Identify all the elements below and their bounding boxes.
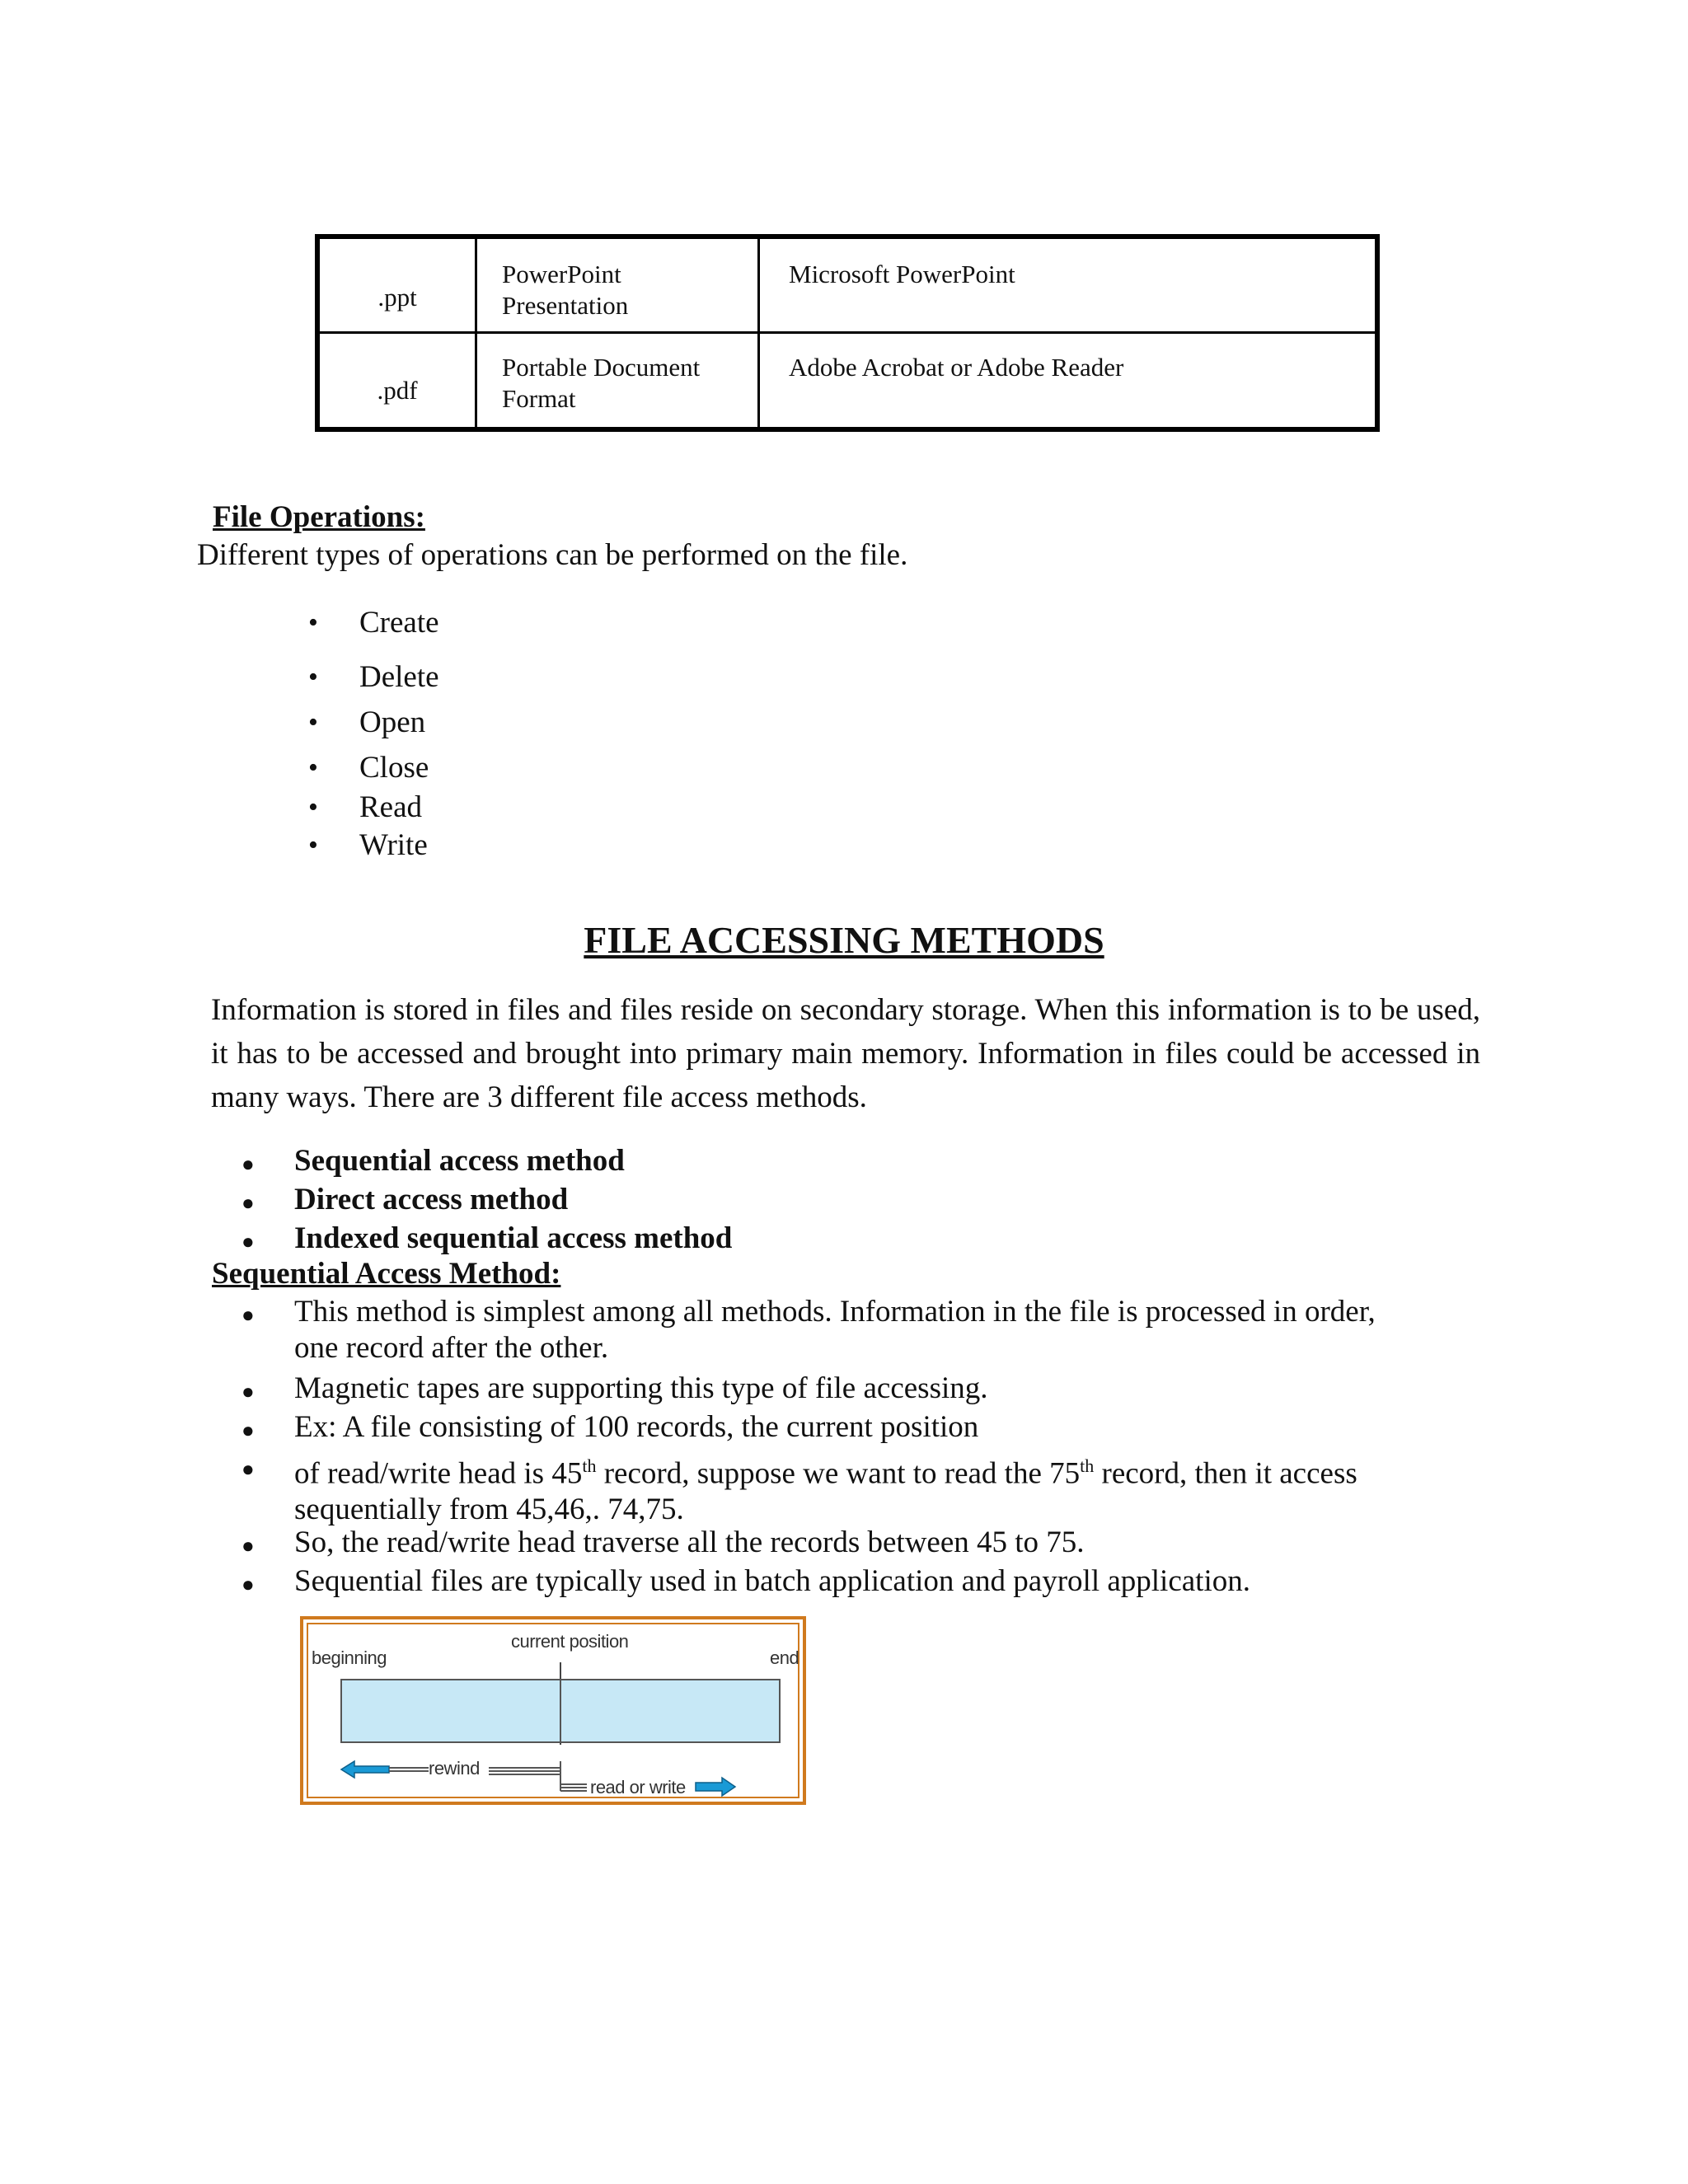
bullet-icon: • <box>308 607 318 638</box>
file-operations-intro: Different types of operations can be performed on the file. <box>197 538 908 572</box>
sequential-heading: Sequential Access Method: <box>212 1257 561 1291</box>
file-operations-heading: File Operations: <box>213 500 425 534</box>
bullet-icon: ● <box>241 1380 255 1404</box>
list-item: ● Indexed sequential access method <box>294 1221 732 1257</box>
rewind-label: rewind <box>429 1758 480 1779</box>
file-type-line: PowerPoint <box>502 260 621 288</box>
current-position-label: current position <box>511 1631 629 1652</box>
list-item: ● Sequential access method <box>294 1143 625 1179</box>
diagram-graphic <box>303 1619 803 1802</box>
list-item: ● of read/write head is 45th record, suppose we want to read the 75th record, then it access sequentially from 45,46,. 74,75. <box>294 1448 1357 1528</box>
bullet-icon: • <box>308 662 318 692</box>
list-item: • Write <box>308 828 428 862</box>
read-or-write-label: read or write <box>590 1777 686 1797</box>
list-item: • Close <box>308 751 429 785</box>
bullet-icon: • <box>308 792 318 823</box>
list-item: ● So, the read/write head traverse all the records between 45 to 75. <box>294 1525 1085 1561</box>
read-write-arrow-icon <box>696 1778 735 1796</box>
bullet-icon: ● <box>241 1303 255 1327</box>
file-type-cell <box>502 352 757 415</box>
file-type-line: Presentation <box>502 291 629 320</box>
list-item: ● Direct access method <box>294 1182 568 1218</box>
file-type-line: Portable Document <box>502 353 701 382</box>
bullet-icon: • <box>308 707 318 738</box>
list-item: • Create <box>308 606 439 640</box>
bullet-icon: • <box>308 752 318 783</box>
end-label: end <box>770 1647 799 1668</box>
bullet-icon: ● <box>241 1457 255 1481</box>
methods-intro: Information is stored in files and files reside on secondary storage. When this information is to be used, it has to be accessed and brought into primary main memory. Information in files could be accessed in many ways. There are 3 different file access methods. <box>211 993 1480 1114</box>
list-item: ● Ex: A file consisting of 100 records, the current position <box>294 1409 978 1446</box>
list-item: • Read <box>308 790 423 824</box>
bullet-icon: ● <box>241 1191 255 1215</box>
bullet-icon: ● <box>241 1230 255 1254</box>
program-cell: Microsoft PowerPoint <box>789 260 1015 288</box>
table-row <box>320 239 1375 334</box>
list-item: • Delete <box>308 660 439 694</box>
program-cell: Adobe Acrobat or Adobe Reader <box>789 353 1124 382</box>
extension-cell: .ppt <box>377 283 417 312</box>
page-title: FILE ACCESSING METHODS <box>584 919 1104 961</box>
bullet-icon: ● <box>241 1534 255 1558</box>
extension-cell: .pdf <box>377 376 418 405</box>
bullet-icon: ● <box>241 1572 255 1596</box>
list-item: • Open <box>308 705 426 739</box>
bullet-icon: ● <box>241 1152 255 1176</box>
sequential-access-diagram <box>300 1616 806 1805</box>
file-type-line: Format <box>502 384 576 413</box>
beginning-label: beginning <box>312 1647 387 1668</box>
table-row <box>320 334 1375 427</box>
bullet-icon: ● <box>241 1418 255 1442</box>
rewind-arrow-icon <box>341 1761 389 1778</box>
file-type-table <box>315 234 1380 432</box>
list-item: ● Sequential files are typically used in batch application and payroll application. <box>294 1563 1250 1600</box>
file-type-cell <box>502 259 757 321</box>
list-item: ● This method is simplest among all methods. Information in the file is processed in order, one record after the other. <box>241 1295 1376 1365</box>
bullet-icon: • <box>308 830 318 860</box>
list-item: ● Magnetic tapes are supporting this type of file accessing. <box>294 1371 988 1407</box>
